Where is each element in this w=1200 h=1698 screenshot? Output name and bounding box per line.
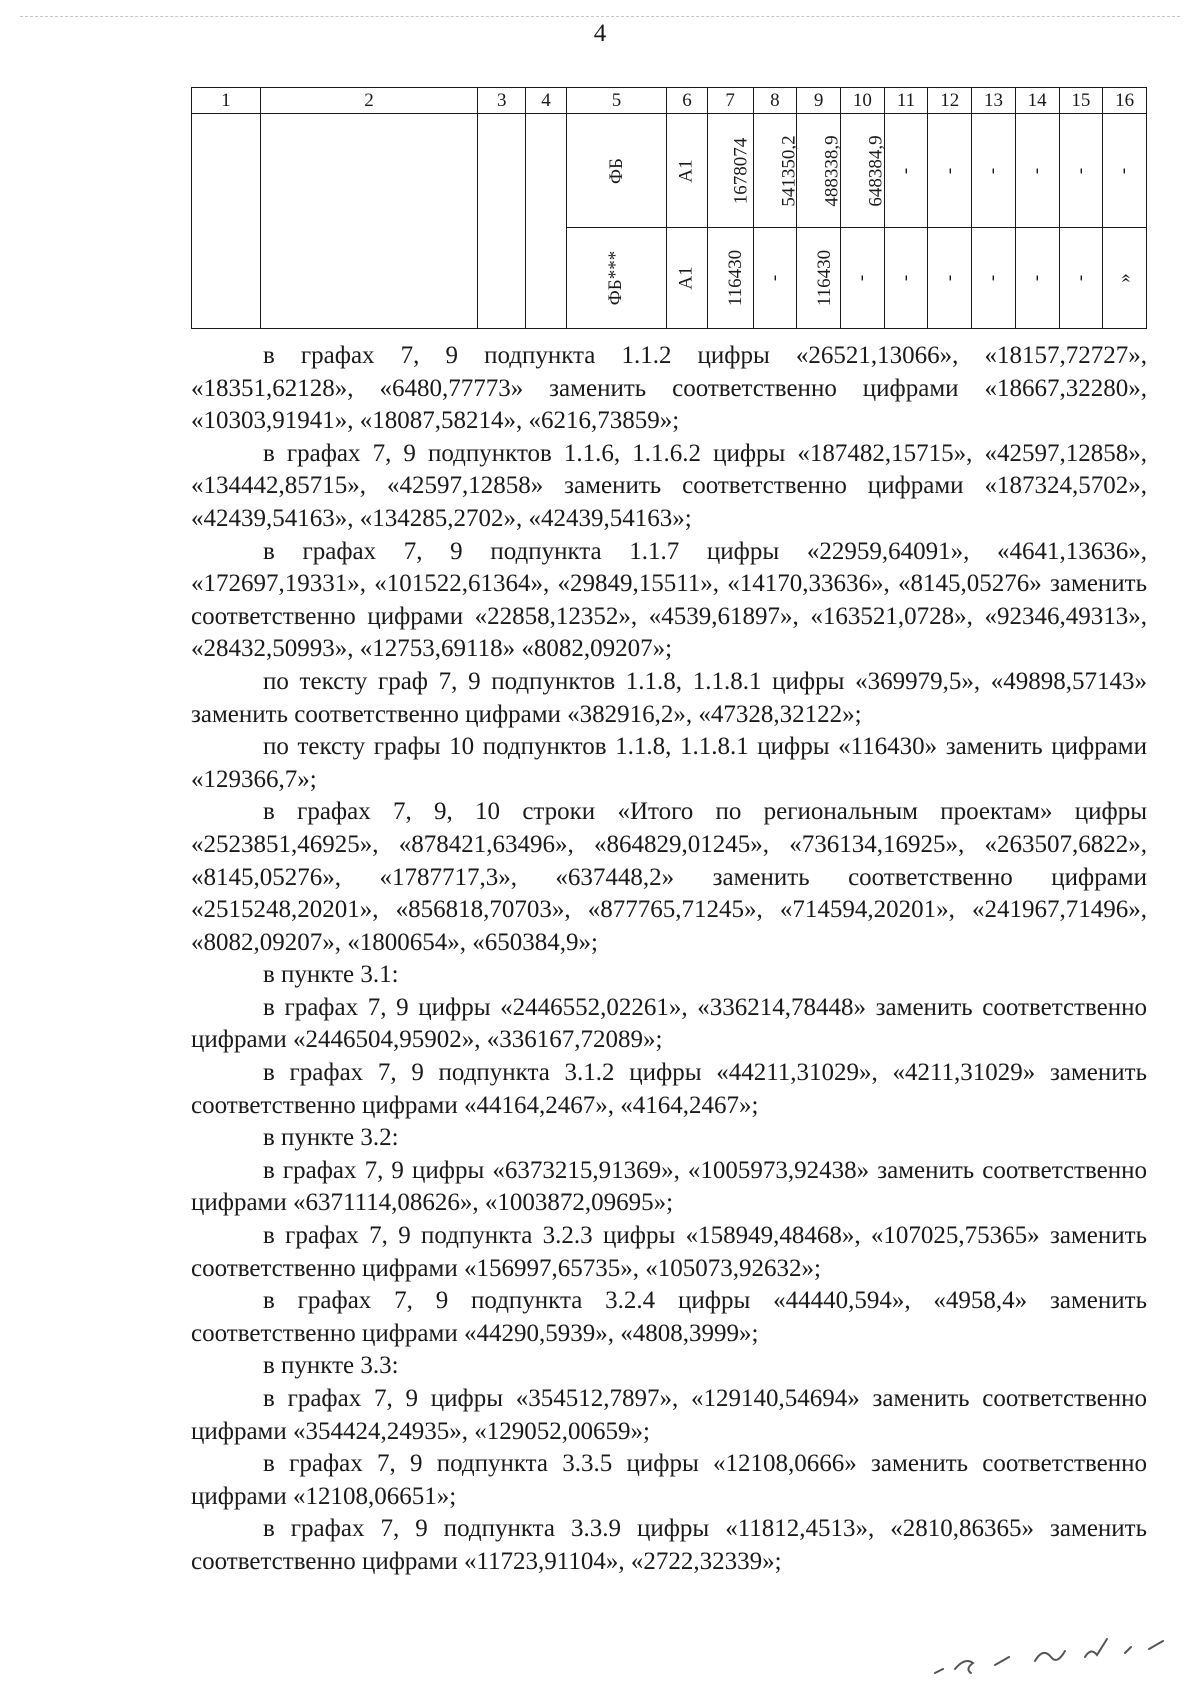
table-cell-empty — [192, 114, 261, 329]
paragraph: в графах 7, 9 цифры «6373215,91369», «1005973,92438» заменить соответственно цифрами «6371114,08626», «1003872,09695»; — [191, 1156, 1147, 1217]
header-cell: 9 — [797, 88, 841, 114]
paragraph: в пункте 3.2: — [263, 1124, 399, 1152]
table-cell — [884, 114, 928, 228]
cell-text: - — [1113, 167, 1135, 174]
table-cell — [928, 114, 972, 228]
header-cell: 2 — [260, 88, 477, 114]
table-cell — [1015, 114, 1059, 228]
cell-text: - — [851, 274, 873, 282]
table-cell — [1059, 114, 1103, 228]
table-cell — [1103, 228, 1147, 329]
header-cell: 7 — [707, 88, 753, 114]
table-header-row — [192, 88, 1147, 114]
header-cell: 13 — [972, 88, 1016, 114]
cell-text: 541350,2 — [778, 134, 800, 207]
cell-text: ФБ*** — [605, 250, 627, 306]
header-cell: 15 — [1059, 88, 1103, 114]
cell-text: - — [1026, 167, 1048, 174]
paragraph: по тексту граф 7, 9 подпунктов 1.1.8, 1.1.8.1 цифры «369979,5», «49898,57143» заменить соответственно цифрами «382916,2», «47328,32122»; — [191, 667, 1147, 728]
table-cell — [972, 114, 1016, 228]
header-cell: 3 — [478, 88, 526, 114]
page-number: 4 — [593, 20, 607, 47]
scan-artifact-line — [20, 16, 1180, 17]
cell-text: 648384,9 — [865, 134, 887, 207]
amendment-text — [191, 340, 1147, 1579]
table-cell — [707, 114, 753, 228]
cell-text: А1 — [675, 266, 697, 290]
table-cell — [972, 228, 1016, 329]
cell-text: 488338,9 — [821, 134, 843, 207]
header-cell: 11 — [884, 88, 928, 114]
cell-text: - — [982, 274, 1004, 282]
paragraph: в пункте 3.3: — [263, 1352, 399, 1380]
cell-text: - — [982, 167, 1004, 174]
paragraph: по тексту графы 10 подпунктов 1.1.8, 1.1.8.1 цифры «116430» заменить цифрами «129366,7»; — [191, 733, 1147, 793]
table-cell — [753, 114, 800, 228]
paragraph: в графах 7, 9, 10 строки «Итого по региональным проектам» цифры «2523851,46925», «878421,63496», «864829,01245», «736134,16925», «263507,6822», «8145,05276», «1787717,3», «637448,2» заменить соответственно цифрами «2515248,20201», «856818,70703», «877765,71245», «714594,20201», «241967,71496», «8082,09207», «1800654», «650384,9»; — [191, 798, 1147, 956]
table-cell — [797, 228, 841, 329]
header-cell: 6 — [667, 88, 707, 114]
paragraph: в графах 7, 9 подпункта 3.2.4 цифры «44440,594», «4958,4» заменить соответственно цифрами «44290,5939», «4808,3999»; — [191, 1287, 1147, 1347]
paragraph: в пункте 3.1: — [263, 961, 399, 989]
cell-text: - — [938, 274, 960, 282]
paragraph: в графах 7, 9 подпункта 1.1.2 цифры «26521,13066», «18157,72727», «18351,62128», «6480,77773» заменить соответственно цифрами «18667,32280», «10303,91941», «18087,58214», «6216,73859»; — [191, 342, 1147, 435]
handwritten-mark — [925, 1625, 1185, 1685]
cell-text: 116430 — [814, 249, 836, 307]
table-row — [192, 114, 1147, 228]
table-cell — [840, 228, 884, 329]
cell-text: - — [1069, 167, 1091, 174]
header-cell: 16 — [1103, 88, 1147, 114]
table-cell — [884, 228, 928, 329]
budget-table — [191, 87, 1147, 329]
table-cell — [840, 114, 887, 228]
table-cell — [1103, 114, 1147, 228]
table-cell — [667, 114, 707, 228]
header-cell: 4 — [526, 88, 566, 114]
paragraph: в графах 7, 9 подпункта 3.1.2 цифры «44211,31029», «4211,31029» заменить соответственно цифрами «44164,2467», «4164,2467»; — [191, 1059, 1147, 1119]
paragraph: в графах 7, 9 подпункта 3.2.3 цифры «158949,48468», «107025,75365» заменить соответственно цифрами «156997,65735», «105073,92632»; — [191, 1222, 1147, 1282]
cell-text: » — [1113, 273, 1135, 283]
cell-text: - — [1026, 274, 1048, 282]
table-cell — [1059, 228, 1103, 329]
paragraph: в графах 7, 9 подпункта 3.3.9 цифры «11812,4513», «2810,86365» заменить соответственно цифрами «11723,91104», «2722,32339»; — [191, 1515, 1147, 1575]
table-cell-empty — [260, 114, 477, 329]
paragraph: в графах 7, 9 подпункта 1.1.7 цифры «22959,64091», «4641,13636», «172697,19331», «101522,61364», «29849,15511», «14170,33636», «8145,05276» заменить соответственно цифрами «22858,12352», «4539,61897», «163521,0728», «92346,49313», «28432,50993», «12753,69118» «8082,09207»; — [191, 537, 1147, 663]
table-cell — [928, 228, 972, 329]
table-cell — [566, 114, 667, 228]
table-cell — [667, 228, 707, 329]
cell-text: ФБ — [605, 157, 627, 184]
table-cell — [566, 228, 667, 329]
cell-text: А1 — [675, 158, 697, 183]
header-cell: 8 — [753, 88, 797, 114]
table-cell-empty — [478, 114, 526, 329]
cell-text: - — [1069, 274, 1091, 282]
header-cell: 12 — [928, 88, 972, 114]
cell-text: 116430 — [724, 249, 746, 307]
paragraph: в графах 7, 9 цифры «354512,7897», «129140,54694» заменить соответственно цифрами «354424,24935», «129052,00659»; — [191, 1385, 1147, 1445]
paragraph: в графах 7, 9 подпунктов 1.1.6, 1.1.6.2 цифры «187482,15715», «42597,12858», «134442,85715», «42597,12858» заменить соответственно цифрами «187324,5702», «42439,54163», «134285,2702», «42439,54163»; — [191, 439, 1147, 532]
paragraph: в графах 7, 9 подпункта 3.3.5 цифры «12108,0666» заменить соответственно цифрами «12108,06651»; — [191, 1450, 1147, 1510]
table-cell — [797, 114, 841, 228]
cell-text: - — [763, 274, 785, 282]
table-cell — [1015, 228, 1059, 329]
cell-text: - — [938, 167, 960, 174]
paragraph: в графах 7, 9 цифры «2446552,02261», «336214,78448» заменить соответственно цифрами «2446504,95902», «336167,72089»; — [191, 993, 1147, 1054]
table-cell — [707, 228, 753, 329]
header-cell: 14 — [1015, 88, 1059, 114]
header-cell: 5 — [566, 88, 667, 114]
header-cell: 10 — [840, 88, 884, 114]
cell-text: - — [895, 167, 917, 174]
header-cell: 1 — [192, 88, 261, 114]
table-cell-empty — [526, 114, 566, 329]
table-cell — [753, 228, 797, 329]
cell-text: 1678074 — [729, 137, 751, 204]
cell-text: - — [895, 274, 917, 282]
